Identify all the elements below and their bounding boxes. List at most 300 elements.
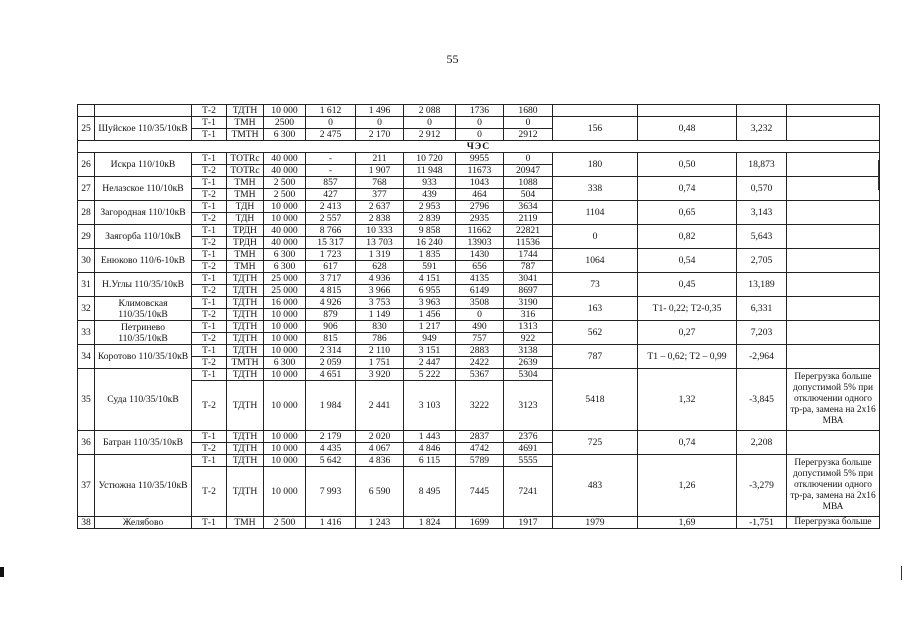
section-label: ЧЭС [78, 141, 880, 153]
reserve-cell: 163 [553, 297, 638, 321]
transformer-cell: Т-2 [192, 443, 227, 455]
note-cell [787, 105, 880, 117]
power-cell: 6 300 [264, 249, 306, 261]
transformer-cell: Т-2 [192, 309, 227, 321]
transformer-cell: Т-2 [192, 189, 227, 201]
value-cell: 6149 [456, 285, 504, 297]
power-cell: 40 000 [264, 153, 306, 165]
transformer-cell: Т-1 [192, 455, 227, 467]
load-factor-cell: 0,82 [638, 225, 737, 249]
value-cell: 1 907 [356, 165, 404, 177]
value-cell: 2 170 [356, 129, 404, 141]
value-cell: 1 612 [306, 105, 356, 117]
type-cell: ТДТН [227, 431, 264, 443]
value-cell: 906 [306, 321, 356, 333]
value-cell: 377 [356, 189, 404, 201]
type-cell: ТДТН [227, 273, 264, 285]
transformer-cell: Т-2 [192, 357, 227, 369]
value-cell: 9955 [456, 153, 504, 165]
substation-name: Устюжна 110/35/10кВ [95, 455, 192, 517]
value-cell: 1 149 [356, 309, 404, 321]
note-cell [787, 177, 880, 201]
transformer-cell: Т-2 [192, 333, 227, 345]
balance-cell: -3,279 [737, 455, 787, 517]
value-cell: 2 110 [356, 345, 404, 357]
name-cell [95, 105, 192, 117]
value-cell: 2 413 [306, 201, 356, 213]
value-cell: 786 [356, 333, 404, 345]
value-cell: 6 115 [404, 455, 456, 467]
value-cell: 490 [456, 321, 504, 333]
note-cell [787, 249, 880, 273]
power-cell: 6 300 [264, 129, 306, 141]
value-cell: 857 [306, 177, 356, 189]
power-cell: 16 000 [264, 297, 306, 309]
table-row [78, 517, 880, 529]
row-number: 32 [78, 297, 95, 321]
row-number: 27 [78, 177, 95, 201]
value-cell: 0 [306, 117, 356, 129]
balance-cell [737, 105, 787, 117]
table-row [78, 455, 880, 467]
value-cell: 2 059 [306, 357, 356, 369]
power-cell: 2 500 [264, 517, 306, 529]
reserve-cell: 1064 [553, 249, 638, 273]
type-cell: ТДТН [227, 333, 264, 345]
row-number: 31 [78, 273, 95, 297]
load-factor-cell: 0,74 [638, 431, 737, 455]
type-cell: ТОТRс [227, 165, 264, 177]
value-cell: 2837 [456, 431, 504, 443]
value-cell: 617 [306, 261, 356, 273]
value-cell: 1043 [456, 177, 504, 189]
power-cell: 40 000 [264, 237, 306, 249]
transformer-cell: Т-2 [192, 237, 227, 249]
row-number: 35 [78, 369, 95, 431]
substation-name: Заягорба 110/10кВ [95, 225, 192, 249]
page-number: 55 [446, 52, 459, 66]
reserve-cell: 180 [553, 153, 638, 177]
type-cell: ТМН [227, 261, 264, 273]
load-factor-cell: 0,27 [638, 321, 737, 345]
section-row [78, 141, 880, 153]
table-row [78, 105, 880, 117]
power-cell: 2 500 [264, 177, 306, 189]
value-cell: 2 912 [404, 129, 456, 141]
type-cell: ТРДН [227, 237, 264, 249]
value-cell: 1 723 [306, 249, 356, 261]
value-cell: 0 [504, 117, 553, 129]
value-cell: - [306, 153, 356, 165]
table-row [78, 297, 880, 309]
value-cell: 3138 [504, 345, 553, 357]
value-cell: 439 [404, 189, 456, 201]
value-cell: 6 955 [404, 285, 456, 297]
value-cell: 316 [504, 309, 553, 321]
transformer-cell: Т-1 [192, 297, 227, 309]
reserve-cell: 483 [553, 455, 638, 517]
transformer-cell: Т-1 [192, 225, 227, 237]
reserve-cell: 73 [553, 273, 638, 297]
row-number: 34 [78, 345, 95, 369]
load-factor-cell: Т1- 0,22; Т2-0,35 [638, 297, 737, 321]
value-cell: 2 839 [404, 213, 456, 225]
balance-cell: 3,143 [737, 201, 787, 225]
value-cell: 3123 [504, 381, 553, 431]
load-factor-cell: 0,45 [638, 273, 737, 297]
reserve-cell: 0 [553, 225, 638, 249]
table-row [78, 345, 880, 357]
substation-name: Енюково 110/6-10кВ [95, 249, 192, 273]
value-cell: 1088 [504, 177, 553, 189]
transformer-cell: Т-1 [192, 153, 227, 165]
type-cell: ТРДН [227, 225, 264, 237]
value-cell: 0 [456, 309, 504, 321]
note-cell [787, 431, 880, 455]
power-cell: 10 000 [264, 309, 306, 321]
value-cell: 8 766 [306, 225, 356, 237]
value-cell: 656 [456, 261, 504, 273]
note-cell [787, 345, 880, 369]
reserve-cell: 562 [553, 321, 638, 345]
load-factor-cell [638, 105, 737, 117]
transformer-cell: Т-2 [192, 261, 227, 273]
power-cell: 10 000 [264, 213, 306, 225]
value-cell: 1 835 [404, 249, 456, 261]
transformer-cell: Т-1 [192, 517, 227, 529]
table-body [78, 105, 880, 529]
power-cell: 6 300 [264, 261, 306, 273]
value-cell: 933 [404, 177, 456, 189]
value-cell: 8697 [504, 285, 553, 297]
power-cell: 10 000 [264, 455, 306, 467]
table-row [78, 177, 880, 189]
value-cell: 2935 [456, 213, 504, 225]
transformer-cell: Т-1 [192, 321, 227, 333]
value-cell: 427 [306, 189, 356, 201]
reserve-cell: 338 [553, 177, 638, 201]
value-cell: 2 179 [306, 431, 356, 443]
value-cell: 7445 [456, 467, 504, 517]
transformer-cell: Т-1 [192, 201, 227, 213]
value-cell: 1 456 [404, 309, 456, 321]
value-cell: 0 [456, 129, 504, 141]
value-cell: 1680 [504, 105, 553, 117]
power-cell: 10 000 [264, 431, 306, 443]
value-cell: 5 642 [306, 455, 356, 467]
substation-name: Искра 110/10кВ [95, 153, 192, 177]
substation-name: Батран 110/35/10кВ [95, 431, 192, 455]
value-cell: 1 319 [356, 249, 404, 261]
table-row [78, 153, 880, 165]
value-cell: 4 151 [404, 273, 456, 285]
value-cell: 1430 [456, 249, 504, 261]
transformer-cell: Т-2 [192, 467, 227, 517]
transformer-cell: Т-1 [192, 369, 227, 381]
reserve-cell: 787 [553, 345, 638, 369]
type-cell: ТМН [227, 117, 264, 129]
substation-name: Нелазское 110/10кВ [95, 177, 192, 201]
value-cell: 3222 [456, 381, 504, 431]
value-cell: 15 317 [306, 237, 356, 249]
transformer-cell: Т-2 [192, 285, 227, 297]
transformer-cell: Т-1 [192, 117, 227, 129]
value-cell: 7241 [504, 467, 553, 517]
row-number: 26 [78, 153, 95, 177]
transformer-cell: Т-1 [192, 129, 227, 141]
table-row [78, 369, 880, 381]
value-cell: 504 [504, 189, 553, 201]
power-cell: 10 000 [264, 105, 306, 117]
power-cell: 6 300 [264, 357, 306, 369]
load-factor-cell: 0,65 [638, 201, 737, 225]
value-cell: 2 557 [306, 213, 356, 225]
value-cell: 4 836 [356, 455, 404, 467]
value-cell: 3 753 [356, 297, 404, 309]
value-cell: 922 [504, 333, 553, 345]
value-cell: 1699 [456, 517, 504, 529]
value-cell: 591 [404, 261, 456, 273]
type-cell: ТМН [227, 189, 264, 201]
balance-cell: 2,705 [737, 249, 787, 273]
power-cell: 40 000 [264, 165, 306, 177]
row-number: 28 [78, 201, 95, 225]
reserve-cell [553, 105, 638, 117]
power-cell: 10 000 [264, 467, 306, 517]
value-cell: 1313 [504, 321, 553, 333]
value-cell: 0 [504, 153, 553, 165]
value-cell: 1917 [504, 517, 553, 529]
substation-name: Желябово [95, 517, 192, 529]
load-factor-cell: 0,54 [638, 249, 737, 273]
type-cell: ТДТН [227, 467, 264, 517]
value-cell: 1 416 [306, 517, 356, 529]
value-cell: 1 243 [356, 517, 404, 529]
note-cell [787, 321, 880, 345]
type-cell: ТДТН [227, 285, 264, 297]
type-cell: ТДТН [227, 345, 264, 357]
reserve-cell: 5418 [553, 369, 638, 431]
transformer-cell: Т-1 [192, 249, 227, 261]
value-cell: 13 703 [356, 237, 404, 249]
value-cell: 4 926 [306, 297, 356, 309]
value-cell: 2 447 [404, 357, 456, 369]
value-cell: 0 [404, 117, 456, 129]
value-cell: 211 [356, 153, 404, 165]
value-cell: 20947 [504, 165, 553, 177]
balance-cell: 6,331 [737, 297, 787, 321]
value-cell: 1 217 [404, 321, 456, 333]
value-cell: 3634 [504, 201, 553, 213]
value-cell: - [306, 165, 356, 177]
balance-cell: 13,189 [737, 273, 787, 297]
value-cell: 2 953 [404, 201, 456, 213]
note-cell [787, 297, 880, 321]
transformer-cell: Т-2 [192, 381, 227, 431]
value-cell: 4135 [456, 273, 504, 285]
power-cell: 10 000 [264, 443, 306, 455]
value-cell: 4 435 [306, 443, 356, 455]
value-cell: 2639 [504, 357, 553, 369]
table-row [78, 225, 880, 237]
value-cell: 9 858 [404, 225, 456, 237]
type-cell: ТМН [227, 249, 264, 261]
transformer-cell: Т-2 [192, 213, 227, 225]
type-cell: ТМТН [227, 357, 264, 369]
value-cell: 1736 [456, 105, 504, 117]
note-cell [787, 153, 880, 177]
note-cell: Перегрузка больше допустимой 5% при отключении одного тр-ра, замена на 2х16 МВА [787, 369, 880, 431]
value-cell: 2 088 [404, 105, 456, 117]
value-cell: 2 441 [356, 381, 404, 431]
value-cell: 5789 [456, 455, 504, 467]
value-cell: 830 [356, 321, 404, 333]
substation-name: Коротово 110/35/10кВ [95, 345, 192, 369]
value-cell: 2912 [504, 129, 553, 141]
power-cell: 2 500 [264, 189, 306, 201]
value-cell: 4691 [504, 443, 553, 455]
balance-cell: 18,873 [737, 153, 787, 177]
value-cell: 5555 [504, 455, 553, 467]
balance-cell: 3,232 [737, 117, 787, 141]
value-cell: 11536 [504, 237, 553, 249]
substation-name: Суда 110/35/10кВ [95, 369, 192, 431]
type-cell: ТДН [227, 213, 264, 225]
balance-cell: 0,570 [737, 177, 787, 201]
value-cell: 1 443 [404, 431, 456, 443]
value-cell: 3 103 [404, 381, 456, 431]
load-factor-cell: 1,32 [638, 369, 737, 431]
value-cell: 879 [306, 309, 356, 321]
note-cell: Перегрузка больше [787, 517, 880, 529]
value-cell: 4 846 [404, 443, 456, 455]
value-cell: 4 936 [356, 273, 404, 285]
value-cell: 3 151 [404, 345, 456, 357]
note-cell [787, 225, 880, 249]
type-cell: ТДТН [227, 105, 264, 117]
value-cell: 768 [356, 177, 404, 189]
transformer-cell: Т-1 [192, 345, 227, 357]
value-cell: 10 333 [356, 225, 404, 237]
load-factor-cell: 1,69 [638, 517, 737, 529]
value-cell: 2422 [456, 357, 504, 369]
binding-mark [0, 567, 4, 577]
reserve-cell: 1979 [553, 517, 638, 529]
type-cell: ТМТН [227, 129, 264, 141]
table-row [78, 117, 880, 129]
table-row [78, 201, 880, 213]
reserve-cell: 725 [553, 431, 638, 455]
transformer-cell: Т-2 [192, 105, 227, 117]
power-cell: 10 000 [264, 333, 306, 345]
power-cell: 25 000 [264, 273, 306, 285]
value-cell: 8 495 [404, 467, 456, 517]
power-cell: 25 000 [264, 285, 306, 297]
table-row [78, 321, 880, 333]
value-cell: 1 751 [356, 357, 404, 369]
value-cell: 0 [456, 117, 504, 129]
row-number: 30 [78, 249, 95, 273]
value-cell: 16 240 [404, 237, 456, 249]
substation-name: Петринево 110/35/10кВ [95, 321, 192, 345]
value-cell: 1 824 [404, 517, 456, 529]
table-edge-line [878, 160, 879, 190]
type-cell: ТДТН [227, 309, 264, 321]
note-cell [787, 117, 880, 141]
load-factor-cell: 0,48 [638, 117, 737, 141]
type-cell: ТДТН [227, 455, 264, 467]
reserve-cell: 156 [553, 117, 638, 141]
note-cell: Перегрузка больше допустимой 5% при отключении одного тр-ра, замена на 2х16 МВА [787, 455, 880, 517]
value-cell: 11 948 [404, 165, 456, 177]
value-cell: 815 [306, 333, 356, 345]
type-cell: ТМН [227, 177, 264, 189]
value-cell: 0 [356, 117, 404, 129]
balance-cell: -2,964 [737, 345, 787, 369]
value-cell: 5304 [504, 369, 553, 381]
substation-name: Н.Углы 110/35/10кВ [95, 273, 192, 297]
load-factor-cell: 0,50 [638, 153, 737, 177]
balance-cell: 7,203 [737, 321, 787, 345]
value-cell: 7 993 [306, 467, 356, 517]
value-cell: 2 314 [306, 345, 356, 357]
note-cell [787, 273, 880, 297]
row-number: 25 [78, 117, 95, 141]
value-cell: 949 [404, 333, 456, 345]
balance-cell: 5,643 [737, 225, 787, 249]
value-cell: 787 [504, 261, 553, 273]
type-cell: ТДТН [227, 321, 264, 333]
value-cell: 3 717 [306, 273, 356, 285]
value-cell: 3041 [504, 273, 553, 285]
value-cell: 3 966 [356, 285, 404, 297]
value-cell: 11673 [456, 165, 504, 177]
value-cell: 2 637 [356, 201, 404, 213]
type-cell: ТДТН [227, 381, 264, 431]
value-cell: 6 590 [356, 467, 404, 517]
value-cell: 2119 [504, 213, 553, 225]
power-cell: 10 000 [264, 201, 306, 213]
type-cell: ТДТН [227, 369, 264, 381]
reserve-cell: 1104 [553, 201, 638, 225]
value-cell: 11662 [456, 225, 504, 237]
power-cell: 40 000 [264, 225, 306, 237]
power-cell: 10 000 [264, 369, 306, 381]
load-factor-cell: Т1 – 0,62; Т2 – 0,99 [638, 345, 737, 369]
load-factor-cell: 0,74 [638, 177, 737, 201]
type-cell: ТДТН [227, 443, 264, 455]
value-cell: 1744 [504, 249, 553, 261]
transformer-cell: Т-1 [192, 431, 227, 443]
value-cell: 628 [356, 261, 404, 273]
value-cell: 22821 [504, 225, 553, 237]
substation-load-table [77, 104, 880, 529]
type-cell: ТДТН [227, 297, 264, 309]
type-cell: ТОТRс [227, 153, 264, 165]
substation-name: Климовская 110/35/10кВ [95, 297, 192, 321]
value-cell: 3 920 [356, 369, 404, 381]
value-cell: 10 720 [404, 153, 456, 165]
row-number: 36 [78, 431, 95, 455]
balance-cell: -1,751 [737, 517, 787, 529]
value-cell: 2 838 [356, 213, 404, 225]
value-cell: 4742 [456, 443, 504, 455]
type-cell: ТМН [227, 517, 264, 529]
value-cell: 4 815 [306, 285, 356, 297]
power-cell: 10 000 [264, 345, 306, 357]
transformer-cell: Т-1 [192, 177, 227, 189]
power-cell: 10 000 [264, 381, 306, 431]
